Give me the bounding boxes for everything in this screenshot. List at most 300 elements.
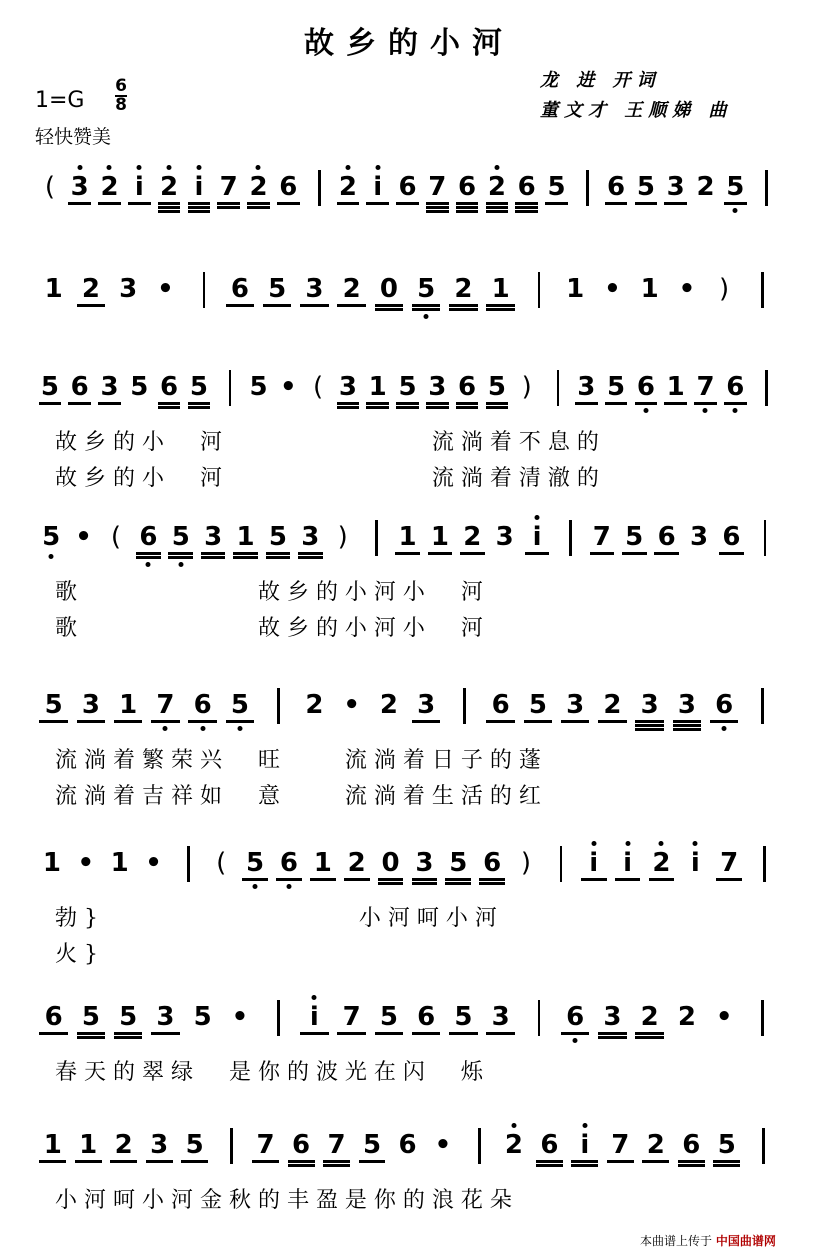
beam-underline [158, 406, 181, 409]
lyric-line: 故 乡 的 小 河 流 淌 着 不 息 的 [55, 430, 599, 455]
beam-underline [571, 1164, 598, 1167]
beam-underline [188, 402, 211, 405]
beam-underline [337, 1032, 365, 1035]
note: 3 [577, 372, 596, 402]
note: 6 [517, 172, 536, 202]
beam-underline [456, 210, 479, 213]
barline [277, 1000, 280, 1036]
note: 6 [657, 522, 676, 552]
lyric-line: 歌 故 乡 的 小 河 小 河 [55, 616, 483, 641]
beam-underline [247, 202, 270, 205]
note: 6 [272, 846, 306, 880]
lyric-line: 故 乡 的 小 河 流 淌 着 清 澈 的 [55, 466, 599, 491]
note: 6 [230, 274, 249, 304]
barline [761, 688, 764, 724]
beam-underline [426, 402, 449, 405]
beam-underline [396, 402, 419, 405]
octave-down-dot [49, 554, 54, 559]
duration-dot: • [77, 848, 95, 878]
octave-up-dot [494, 165, 499, 170]
beam-underline [479, 882, 505, 885]
note: 2 [454, 274, 473, 304]
beam-underline [412, 720, 440, 723]
beam-underline [375, 1032, 403, 1035]
beam-underline [598, 1032, 626, 1035]
octave-up-dot [511, 1123, 516, 1128]
note: 5 [408, 272, 445, 306]
lyric-line: 流 淌 着 吉 祥 如 意 流 淌 着 生 活 的 红 [55, 784, 541, 809]
beam-underline [201, 556, 226, 559]
barline [761, 1000, 764, 1036]
beam-underline [654, 552, 679, 555]
staff-line [35, 846, 780, 967]
duration-dot: • [157, 274, 174, 304]
duration-dot: • [279, 372, 297, 402]
beam-underline [98, 402, 121, 405]
barline [560, 846, 563, 882]
note: 5 [720, 170, 750, 204]
beam-underline [486, 304, 514, 307]
note: 1 [313, 848, 332, 878]
barline [557, 370, 560, 406]
note: 5 [268, 274, 287, 304]
beam-underline [337, 406, 360, 409]
octave-up-dot [582, 1123, 587, 1128]
beam-underline [635, 720, 663, 723]
note: 2 [696, 172, 715, 202]
bracket: ) [719, 274, 730, 304]
beam-underline [486, 1032, 514, 1035]
octave-up-dot [77, 165, 82, 170]
barline [203, 272, 206, 308]
octave-down-dot [573, 1038, 578, 1043]
beam-underline [445, 882, 471, 885]
beam-underline [615, 878, 641, 881]
note: 1 [119, 690, 138, 720]
note: 7 [428, 172, 447, 202]
beam-underline [168, 552, 193, 555]
note: 6 [279, 172, 298, 202]
note: 2 [95, 170, 125, 204]
beam-underline [635, 402, 658, 405]
note: 5 [35, 520, 67, 554]
beam-underline [694, 402, 717, 405]
beam-underline [649, 878, 675, 881]
note: 5 [454, 1002, 473, 1032]
staff-line [35, 370, 780, 491]
beam-underline [635, 1036, 663, 1039]
note: 2 [347, 848, 366, 878]
bracket: ) [520, 848, 532, 878]
note: i [521, 520, 553, 554]
barline [277, 688, 280, 724]
beam-underline [298, 552, 323, 555]
note: 5 [193, 1002, 212, 1032]
beam-underline [188, 202, 211, 205]
beam-underline [412, 878, 438, 881]
octave-down-dot [643, 408, 648, 413]
note: 1 [79, 1130, 98, 1160]
note: 1 [368, 372, 387, 402]
bracket: ( [313, 372, 324, 402]
beam-underline [426, 206, 449, 209]
note: 5 [362, 1130, 382, 1160]
note: 3 [417, 690, 436, 720]
beam-underline [412, 1032, 440, 1035]
octave-up-dot [535, 515, 540, 520]
beam-underline [277, 202, 300, 205]
octave-down-dot [424, 314, 429, 319]
beam-underline [607, 1160, 634, 1163]
octave-up-dot [375, 165, 380, 170]
beam-underline [128, 202, 151, 205]
barline [538, 272, 541, 308]
note: i [296, 1000, 333, 1034]
barline [763, 846, 766, 882]
beam-underline [445, 878, 471, 881]
beam-underline [39, 402, 62, 405]
beam-underline [486, 406, 509, 409]
beam-underline [266, 552, 291, 555]
note: 5 [165, 520, 197, 554]
lyric-line: 春 天 的 翠 绿 是 你 的 波 光 在 闪 烁 [55, 1060, 483, 1085]
note: 3 [491, 1002, 510, 1032]
beam-underline [561, 720, 589, 723]
beam-underline [300, 1032, 328, 1035]
beam-underline [39, 1032, 67, 1035]
beam-underline [77, 1036, 105, 1039]
octave-up-dot [345, 165, 350, 170]
beam-underline [77, 720, 105, 723]
note: 7 [342, 1002, 361, 1032]
beam-underline [188, 720, 216, 723]
beam-underline [252, 1160, 279, 1163]
lyric-line: 流 淌 着 繁 荣 兴 旺 流 淌 着 日 子 的 蓬 [55, 748, 541, 773]
beam-underline [75, 1160, 102, 1163]
time-numerator: 6 [115, 76, 127, 96]
beam-underline [673, 724, 701, 727]
note: 3 [65, 170, 95, 204]
octave-up-dot [659, 841, 664, 846]
beam-underline [561, 1032, 589, 1035]
barline [318, 170, 321, 206]
note: 1 [491, 274, 510, 304]
duration-dot: • [434, 1130, 452, 1160]
beam-underline [366, 406, 389, 409]
note: 6 [398, 172, 417, 202]
beam-underline [323, 1160, 350, 1163]
duration-dot: • [145, 848, 162, 878]
beam-underline [635, 1032, 663, 1035]
beam-underline [378, 878, 404, 881]
beam-underline [536, 1160, 563, 1163]
beam-underline [605, 402, 628, 405]
octave-up-dot [107, 165, 112, 170]
octave-down-dot [253, 884, 258, 889]
beam-underline [217, 206, 240, 209]
note: 5 [40, 372, 59, 402]
beam-underline [456, 202, 479, 205]
note: 5 [717, 1130, 736, 1160]
beam-underline [114, 1036, 142, 1039]
note: 3 [305, 274, 324, 304]
note: 3 [640, 690, 659, 720]
barline [230, 1128, 233, 1164]
beam-underline [673, 720, 701, 723]
note: 5 [189, 372, 208, 402]
beam-underline [412, 882, 438, 885]
note: 5 [44, 690, 63, 720]
note: 2 [677, 1002, 696, 1032]
barline [762, 1128, 765, 1164]
bracket: ( [110, 522, 122, 552]
beam-underline [486, 202, 509, 205]
note: 6 [160, 372, 179, 402]
beam-underline [158, 202, 181, 205]
beam-underline [716, 878, 742, 881]
beam-underline [581, 878, 607, 881]
staff-line [35, 520, 780, 641]
note: 5 [379, 1002, 398, 1032]
staff-line [35, 272, 780, 332]
beam-underline [378, 882, 404, 885]
note: 6 [417, 1002, 436, 1032]
beam-underline [713, 1160, 740, 1163]
lyric-line: 勃 } 小 河 呵 小 河 [55, 906, 497, 931]
beam-underline [110, 1160, 137, 1163]
note: 5 [636, 172, 655, 202]
note: 1 [44, 274, 63, 304]
note: 5 [221, 688, 258, 722]
beam-underline [323, 1164, 350, 1167]
octave-down-dot [703, 408, 708, 413]
note: 7 [691, 370, 721, 404]
beam-underline [412, 308, 440, 311]
bracket: ) [521, 372, 532, 402]
beam-underline [710, 720, 738, 723]
note: 6 [184, 688, 221, 722]
note: 3 [677, 690, 696, 720]
beam-underline [366, 202, 389, 205]
beam-underline [375, 304, 403, 307]
note: 1 [566, 274, 585, 304]
beam-underline [486, 210, 509, 213]
note: 3 [338, 372, 357, 402]
note: 6 [292, 1130, 311, 1160]
bracket: ( [216, 848, 227, 878]
octave-down-dot [733, 208, 738, 213]
beam-underline [288, 1164, 315, 1167]
note: 2 [305, 690, 324, 720]
beam-underline [310, 878, 336, 881]
barline [765, 370, 768, 406]
note: 3 [100, 372, 119, 402]
beam-underline [77, 1032, 105, 1035]
barline [586, 170, 589, 206]
note: 3 [428, 372, 447, 402]
beam-underline [300, 304, 328, 307]
note: i [184, 170, 214, 204]
beam-underline [288, 1160, 315, 1163]
note: 5 [81, 1002, 100, 1032]
beam-underline [642, 1160, 669, 1163]
octave-down-dot [178, 562, 183, 567]
note: 7 [592, 522, 611, 552]
barline [538, 1000, 541, 1036]
duration-dot: • [343, 690, 360, 720]
duration-dot: • [678, 274, 696, 304]
beam-underline [366, 402, 389, 405]
note: 2 [154, 170, 184, 204]
note: 2 [603, 690, 622, 720]
note: 6 [70, 372, 89, 402]
beam-underline [188, 206, 211, 209]
bracket: ( [44, 172, 55, 202]
note: 5 [249, 372, 268, 402]
beam-underline [375, 308, 403, 311]
beam-underline [635, 724, 663, 727]
barline [761, 272, 764, 308]
key-label: 1=G [35, 88, 85, 113]
beam-underline [168, 556, 193, 559]
barline [375, 520, 378, 556]
time-denominator: 8 [115, 95, 127, 115]
note: 6 [132, 520, 164, 554]
note: 5 [547, 172, 566, 202]
footer-site-name: 中国曲谱网 [715, 1234, 776, 1248]
note: 1 [42, 848, 61, 878]
note: 5 [607, 372, 626, 402]
note: 1 [236, 522, 255, 552]
beam-underline [188, 406, 211, 409]
beam-underline [298, 556, 323, 559]
beam-underline [664, 402, 687, 405]
note: 2 [645, 846, 679, 880]
beam-underline [678, 1164, 705, 1167]
note: 2 [482, 170, 512, 204]
beam-underline [479, 878, 505, 881]
beam-underline [98, 202, 121, 205]
beam-underline [525, 552, 550, 555]
note: 6 [682, 1130, 701, 1160]
note: 6 [706, 688, 743, 722]
staff-line [35, 170, 780, 230]
note: 5 [119, 1002, 138, 1032]
note: 3 [566, 690, 585, 720]
octave-up-dot [196, 165, 201, 170]
beam-underline [77, 304, 105, 307]
note: 3 [495, 522, 514, 552]
lyric-line: 火 } [55, 942, 98, 967]
note: 1 [43, 1130, 62, 1160]
beam-underline [359, 1160, 386, 1163]
beam-underline [724, 402, 747, 405]
bracket: ) [337, 522, 348, 552]
beam-underline [146, 1160, 173, 1163]
beam-underline [266, 556, 291, 559]
footer-credit [640, 1232, 776, 1249]
beam-underline [151, 1032, 179, 1035]
beam-underline [68, 202, 91, 205]
beam-underline [724, 202, 747, 205]
note: 6 [398, 1130, 417, 1160]
note: 2 [640, 1002, 659, 1032]
beam-underline [226, 720, 254, 723]
note: 0 [379, 274, 398, 304]
beam-underline [635, 728, 663, 731]
note: 6 [458, 372, 477, 402]
beam-underline [201, 552, 226, 555]
note: 1 [398, 522, 417, 552]
beam-underline [188, 210, 211, 213]
beam-underline [598, 1036, 626, 1039]
note: 5 [238, 846, 272, 880]
note: i [567, 1128, 602, 1162]
beam-underline [449, 304, 477, 307]
note: 1 [640, 274, 659, 304]
beam-underline [460, 552, 485, 555]
beam-underline [571, 1160, 598, 1163]
note: 3 [603, 1002, 622, 1032]
barline [187, 846, 190, 882]
time-signature [115, 78, 127, 114]
octave-down-dot [163, 726, 168, 731]
beam-underline [344, 878, 370, 881]
note: 5 [185, 1130, 204, 1160]
note: 3 [301, 522, 320, 552]
lyric-line: 小 河 呵 小 河 金 秋 的 丰 盈 是 你 的 浪 花 朵 [55, 1188, 512, 1213]
beam-underline [664, 202, 687, 205]
beam-underline [136, 556, 161, 559]
staff-line [35, 1000, 780, 1085]
barline [569, 520, 572, 556]
beam-underline [39, 1160, 66, 1163]
note: 6 [540, 1130, 559, 1160]
note: 7 [147, 688, 184, 722]
beam-underline [136, 552, 161, 555]
beam-underline [217, 202, 240, 205]
octave-down-dot [286, 884, 291, 889]
octave-down-dot [722, 726, 727, 731]
octave-up-dot [591, 841, 596, 846]
note: 5 [487, 372, 506, 402]
key-signature [35, 76, 127, 115]
beam-underline [151, 720, 179, 723]
barline [463, 688, 466, 724]
beam-underline [515, 206, 538, 209]
duration-dot: • [604, 274, 621, 304]
beam-underline [233, 552, 258, 555]
note: 3 [666, 172, 685, 202]
beam-underline [158, 402, 181, 405]
beam-underline [515, 210, 538, 213]
note: 5 [449, 848, 468, 878]
note: 2 [333, 170, 363, 204]
beam-underline [449, 308, 477, 311]
note: 6 [631, 370, 661, 404]
note: 6 [557, 1000, 594, 1034]
note: 7 [611, 1130, 630, 1160]
note: 7 [256, 1130, 275, 1160]
note: 6 [720, 370, 750, 404]
beam-underline [396, 202, 419, 205]
beam-underline [575, 402, 598, 405]
barline [764, 520, 767, 556]
duration-dot: • [75, 522, 92, 552]
octave-down-dot [237, 726, 242, 731]
note: 3 [415, 848, 434, 878]
octave-up-dot [693, 841, 698, 846]
